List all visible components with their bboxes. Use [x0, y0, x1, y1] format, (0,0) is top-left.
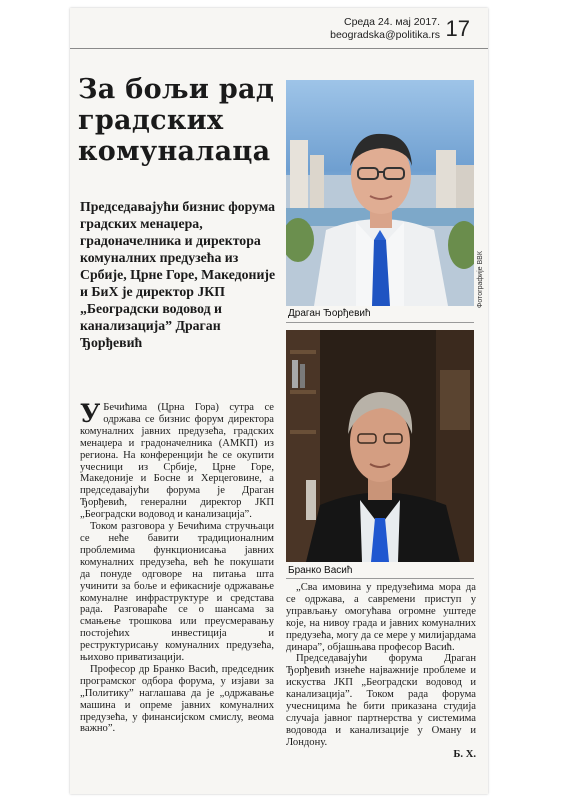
- page-header: [70, 8, 488, 49]
- header-date: Среда 24. мај 2017.: [343, 16, 440, 28]
- photo-branko-vasic: [286, 330, 474, 562]
- photo-credit-text: Фотографије ВВК: [477, 251, 484, 308]
- headline: [78, 74, 278, 167]
- photo-credit: [477, 220, 487, 310]
- author-signature: Б. Х.: [453, 748, 476, 760]
- article-paragraph-5: Председавајући форума Драган Ђорђевић изнеће најважније проблеме и искуства ЈКП „Београдски водовод и канализација”. Током рада форума учесницима ће бити приказана студија случаја јавног партнерства у системима водовода и канализације у Оману и Лондону.: [286, 653, 476, 748]
- photo-caption-2: Бранко Васић: [288, 565, 353, 576]
- page-number: 17: [445, 16, 470, 41]
- article-column-2: [286, 582, 476, 761]
- article-paragraph-2: Током разговора у Бечићима стручњаци се неће бавити традиционалним проблемима функционисања јавних комуналних предузећа, већ ће покушати да понуде одговоре на питања шта учинити за боље и ефикасније одржавање комуналне инфраструктуре и средстава рада. Разговараће се о шансама за смањење трошкова или преусмеравању постојећих инвестиција и реструктурисању комуналних предузећа, њихово приватизацији.: [80, 521, 274, 664]
- article-column-1: [80, 399, 274, 735]
- headline-line-2: градских: [78, 105, 224, 136]
- header-email: beogradska@politika.rs: [330, 29, 440, 41]
- divider: [286, 578, 474, 579]
- article-paragraph-4: „Сва имовина у предузећима мора да се одржава, а савремени приступ у управљању омогућава огромне уштеде које, на нивоу града и јавних комуналних предузећа, могу да се мере у милијардама динара”, објашњава професор Васић.: [286, 582, 476, 653]
- lead-paragraph: Председавајући бизнис форума градских менаџера, градоначелника и директора комуналних предузећа из Србије, Црне Горе, Македоније и БиХ је директор ЈКП „Београдски водовод и канализација” Драган Ђорђевић: [80, 199, 276, 350]
- newspaper-page: [70, 8, 488, 794]
- photo-caption-1: Драган Ђорђевић: [288, 308, 371, 319]
- photo-dragan-djordjevic: [286, 80, 474, 306]
- header-date-block: [330, 16, 440, 42]
- portrait-illustration-2: [286, 330, 474, 562]
- article-paragraph-1: [80, 399, 274, 521]
- divider: [286, 322, 474, 323]
- drop-cap: У: [80, 399, 101, 428]
- article-paragraph-1-text: Бечићима (Црна Гора) сутра се одржава се бизнис форум директора комуналних јавних предузећа, градских менаџера и градоначелника (АМКП) из региона. На конференцији ће се окупити учесници из Србије, Црне Горе, Македоније и Босне и Херцеговине, а председавајући форума је Драган Ђорђевић, генерални директор ЈКП „Београдски водовод и канализација”.: [80, 402, 274, 521]
- headline-line-1: За бољи рад: [78, 74, 275, 105]
- portrait-illustration-1: [286, 80, 474, 306]
- article-paragraph-3: Професор др Бранко Васић, председник програмског одбора форума, у изјави за „Политику” наглашава да је „одржавање машина и опреме јавних комуналних предузећа, у финансијском смислу, веома важно”.: [80, 663, 274, 735]
- headline-line-3: комуналаца: [78, 136, 271, 167]
